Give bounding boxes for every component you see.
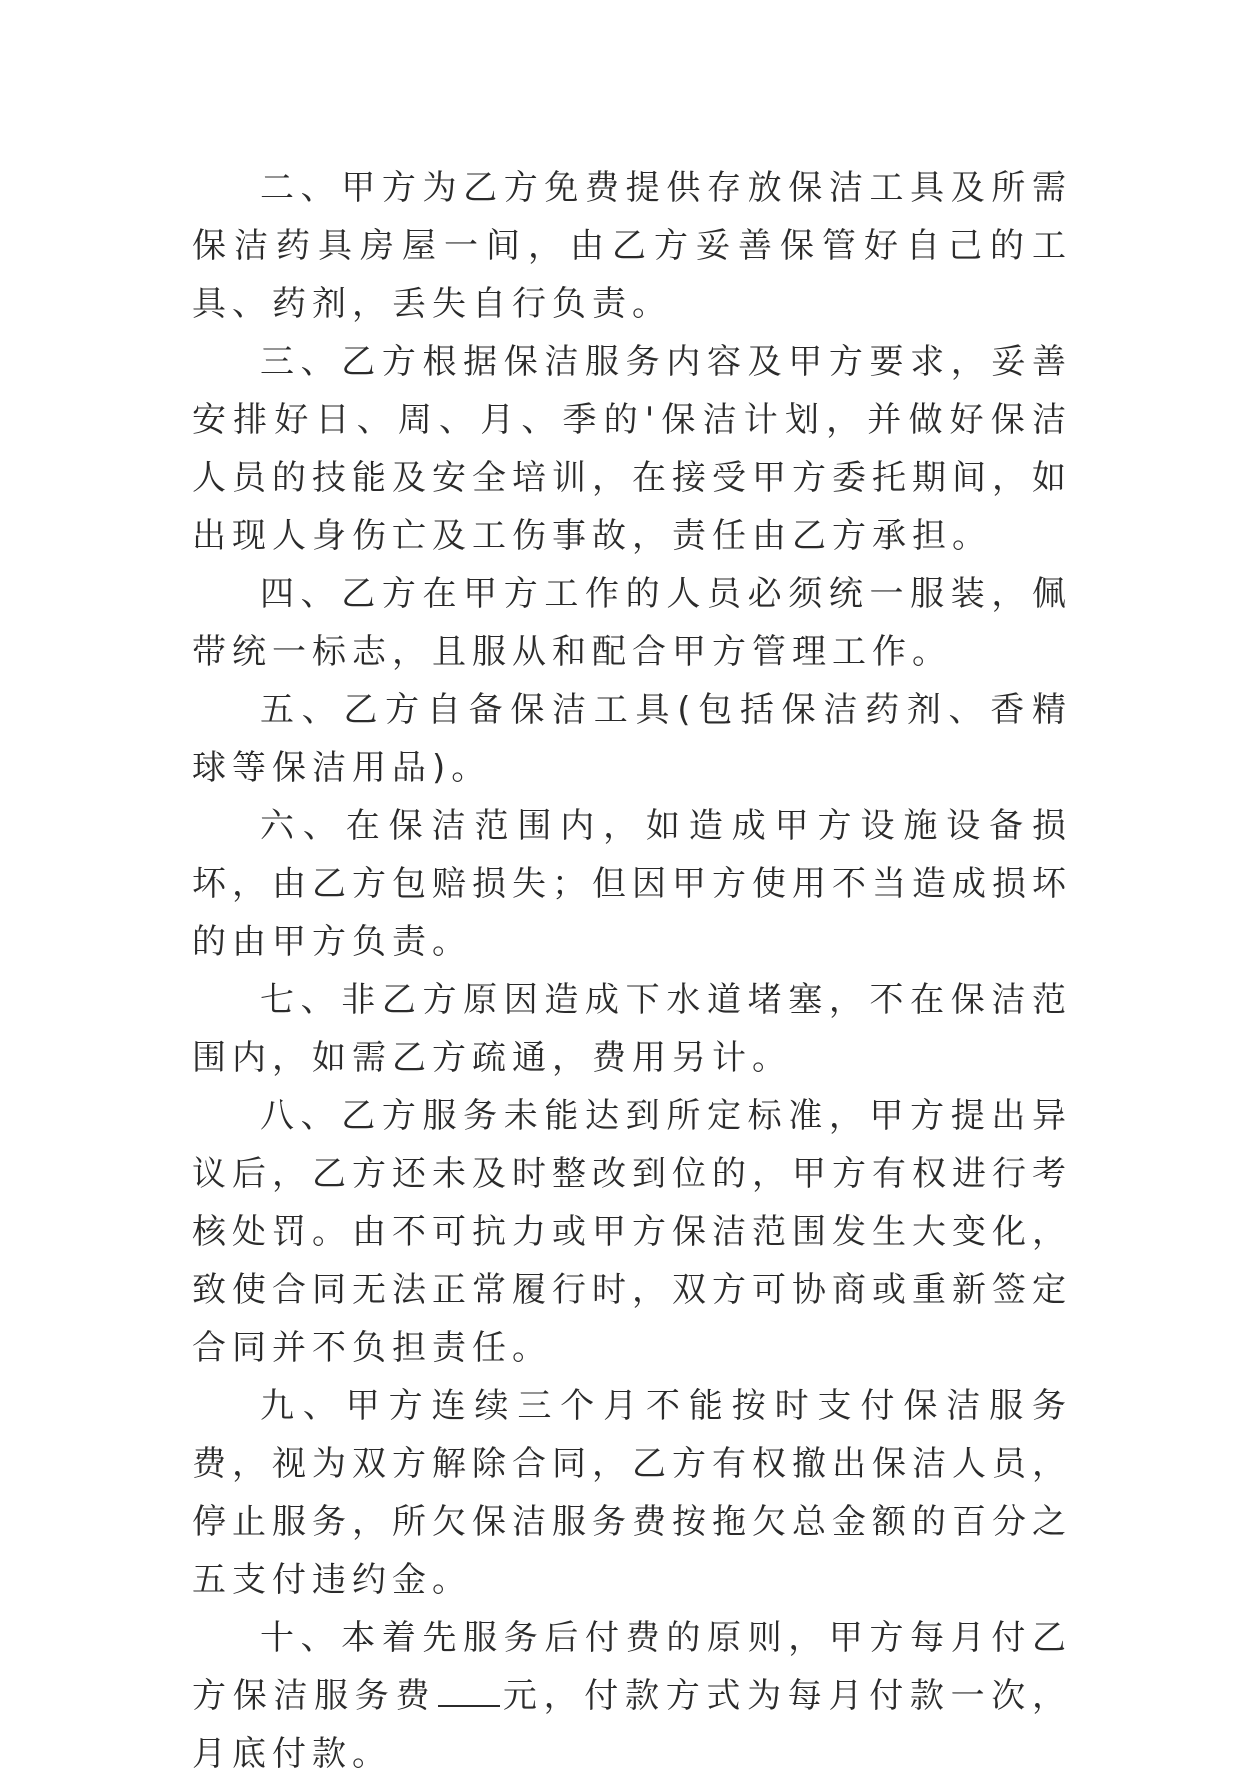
clause-10 bbox=[192, 1609, 1072, 1783]
clause-2: 二、甲方为乙方免费提供存放保洁工具及所需保洁药具房屋一间，由乙方妥善保管好自己的工具、药剂，丢失自行负责。 bbox=[192, 168, 1072, 324]
clause-3: 三、乙方根据保洁服务内容及甲方要求，妥善安排好日、周、月、季的'保洁计划，并做好保洁人员的技能及安全培训，在接受甲方委托期间，如出现人身伤亡及工伤事故，责任由乙方承担。 bbox=[192, 342, 1072, 556]
clause-4: 四、乙方在甲方工作的人员必须统一服装，佩带统一标志，且服从和配合甲方管理工作。 bbox=[192, 574, 1072, 672]
clause-9: 九、甲方连续三个月不能按时支付保洁服务费，视为双方解除合同，乙方有权撤出保洁人员，停止服务，所欠保洁服务费按拖欠总金额的百分之五支付违约金。 bbox=[192, 1386, 1072, 1600]
contract-body bbox=[192, 159, 1072, 1783]
clause-5: 五、乙方自备保洁工具(包括保洁药剂、香精球等保洁用品)。 bbox=[192, 690, 1072, 788]
clause-10-text-after: 元，付款方式为每月付款一次，月底付款。 bbox=[192, 1676, 1073, 1774]
fee-amount-blank bbox=[438, 1675, 500, 1707]
clause-7: 七、非乙方原因造成下水道堵塞，不在保洁范围内，如需乙方疏通，费用另计。 bbox=[192, 980, 1072, 1078]
clause-6: 六、在保洁范围内，如造成甲方设施设备损坏，由乙方包赔损失；但因甲方使用不当造成损坏的由甲方负责。 bbox=[192, 806, 1072, 962]
clause-8: 八、乙方服务未能达到所定标准，甲方提出异议后，乙方还未及时整改到位的，甲方有权进行考核处罚。由不可抗力或甲方保洁范围发生大变化，致使合同无法正常履行时，双方可协商或重新签定合同并不负担责任。 bbox=[192, 1096, 1072, 1368]
clause-10-text-before: 十、本着先服务后付费的原则，甲方每月付乙方保洁服务费 bbox=[192, 1618, 1072, 1716]
